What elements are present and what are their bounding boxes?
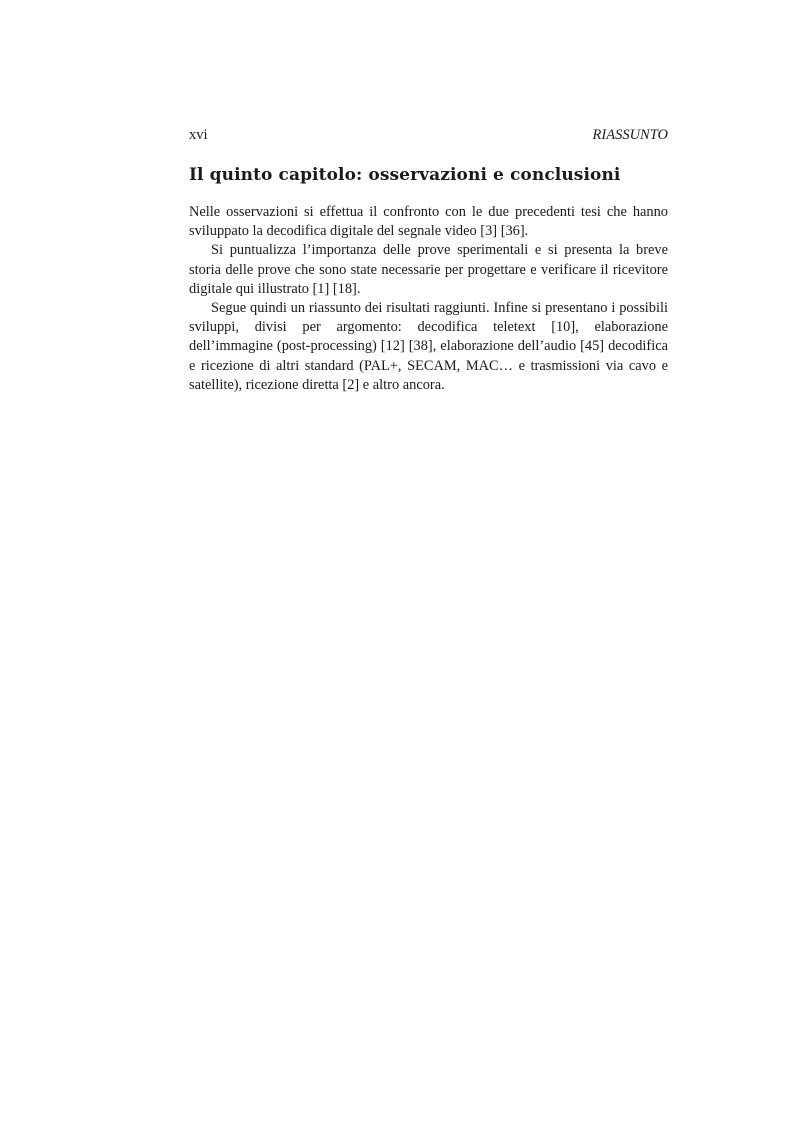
- paragraph: Nelle osservazioni si effettua il confronto con le due precedenti tesi che hanno sviluppato la decodifica digitale del segnale video [3] [36].: [189, 204, 668, 240]
- page-number: xvi: [189, 127, 208, 143]
- paragraph: Segue quindi un riassunto dei risultati raggiunti. Infine si presentano i possibili sviluppi, divisi per argomento: decodifica teletext [10], elaborazione dell’immagine (post-processing) [12] [38], elaborazione dell’audio [45] decodifica e ricezione di altri standard (PAL+, SECAM, MAC… e trasmissioni via cavo e satellite), ricezione diretta [2] e altro ancora.: [189, 300, 668, 393]
- paragraph: Si puntualizza l’importanza delle prove sperimentali e si presenta la breve storia delle prove che sono state necessarie per progettare e verificare il ricevitore digitale qui illustrato [1] [18].: [189, 242, 668, 297]
- document-page: [189, 0, 668, 1123]
- section-body: [189, 203, 668, 395]
- section-title: Il quinto capitolo: osservazioni e conclusioni: [189, 165, 621, 185]
- running-title: RIASSUNTO: [592, 127, 668, 143]
- running-header: [189, 127, 668, 147]
